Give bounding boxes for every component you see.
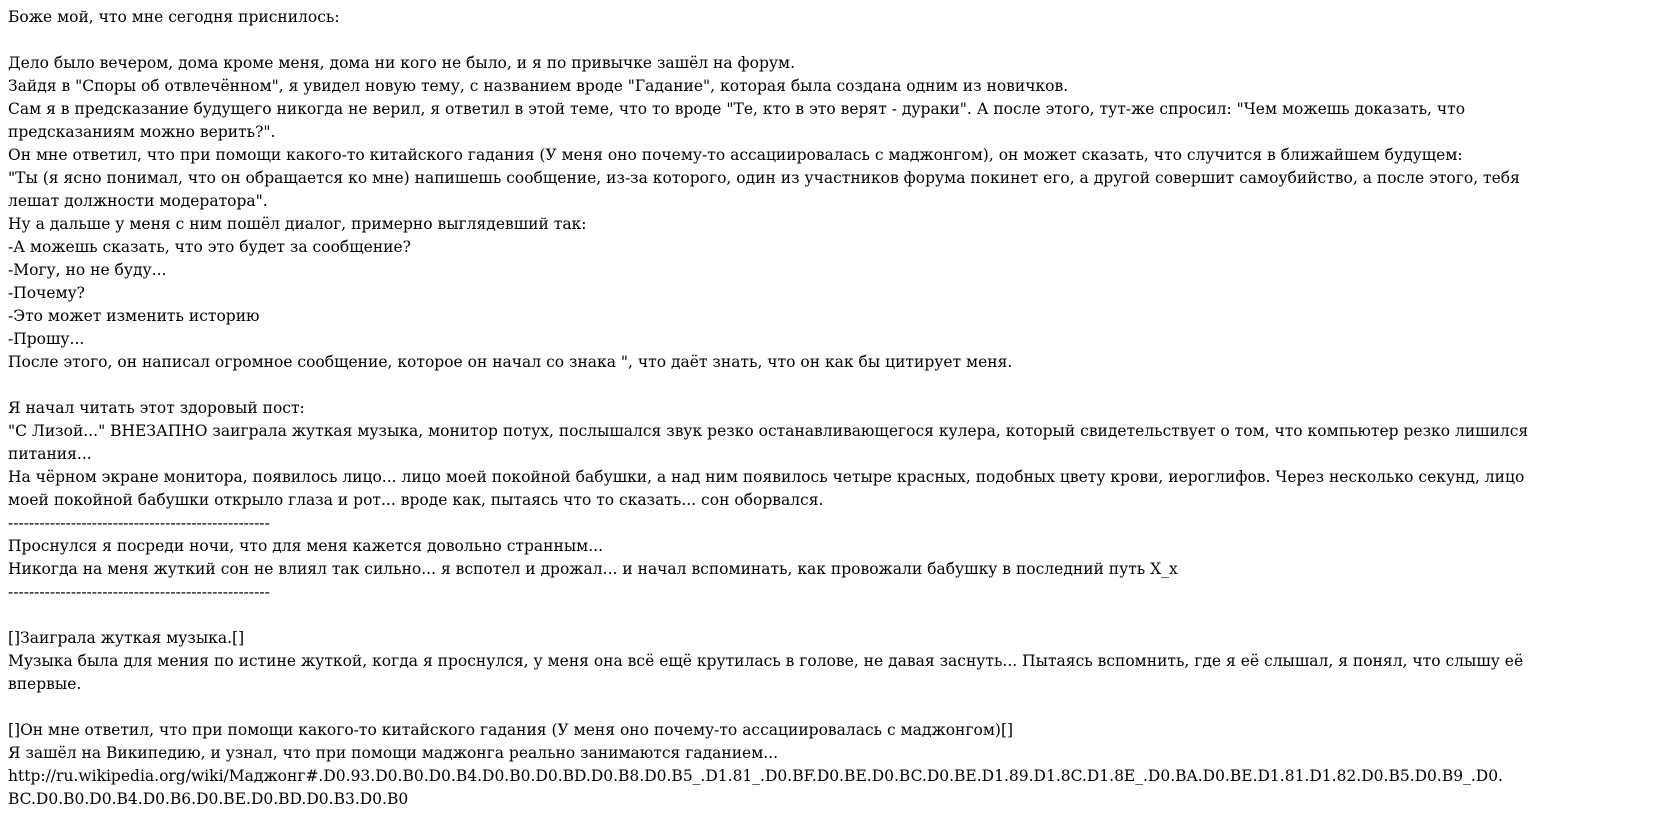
text-line: -Прошу... [8, 330, 85, 348]
text-line: Я зашёл на Википедию, и узнал, что при помощи маджонга реально занимаются гаданием... [8, 744, 779, 762]
text-line: Ну а дальше у меня с ним пошёл диалог, примерно выглядевший так: [8, 215, 587, 233]
text-line: Никогда на меня жуткий сон не влиял так сильно... я вспотел и дрожал... и начал вспоминать, как провожали бабушку в последний путь X_x [8, 560, 1178, 578]
text-line: лешат должности модератора". [8, 192, 268, 210]
text-line: -А можешь сказать, что это будет за сообщение? [8, 238, 411, 256]
text-line: Сам я в предсказание будущего никогда не верил, я ответил в этой теме, что то вроде "Те, кто в это верят - дураки". А после этого, тут-же спросил: "Чем можешь доказать, что [8, 100, 1466, 118]
text-line: "Ты (я ясно понимал, что он обращается ко мне) напишешь сообщение, из-за которого, один из участников форума покинет его, а другой совершит самоубийство, а после этого, тебя [8, 169, 1520, 187]
text-line: Дело было вечером, дома кроме меня, дома ни кого не было, и я по привычке зашёл на форум. [8, 54, 796, 72]
text-line: питания... [8, 445, 92, 463]
text-line: "С Лизой..." ВНЕЗАПНО заиграла жуткая музыка, монитор потух, послышался звук резко останавливающегося кулера, который свидетельствует о том, что компьютер резко лишился [8, 422, 1529, 440]
separator-line: -------------------------------------------------- [8, 583, 270, 601]
text-line: Он мне ответил, что при помощи какого-то китайского гадания (У меня оно почему-то ассациировалась с маджонгом), он может сказать, что случится в ближайшем будущем: [8, 146, 1463, 164]
text-line: На чёрном экране монитора, появилось лицо... лицо моей покойной бабушки, а над ним появилось четыре красных, подобных цвету крови, иероглифов. Через несколько секунд, лицо [8, 468, 1525, 486]
url-text-line: BC.D0.B0.D0.B4.D0.B6.D0.BE.D0.BD.D0.B3.D0.B0 [8, 790, 409, 808]
url-text-line: http://ru.wikipedia.org/wiki/Маджонг#.D0.93.D0.B0.D0.B4.D0.B0.D0.BD.D0.B8.D0.B5_.D1.81_.D0.BF.D0.BE.D0.BC.D0.BE.D1.89.D1.8C.D1.8E_.D0.BA.D0.BE.D1.81.D1.82.D0.B5.D0.B9_.D0. [8, 767, 1503, 785]
text-line: -Это может изменить историю [8, 307, 260, 325]
text-line: Проснулся я посреди ночи, что для меня кажется довольно странным... [8, 537, 604, 555]
text-line: предсказаниям можно верить?". [8, 123, 276, 141]
separator-line: -------------------------------------------------- [8, 514, 270, 532]
text-line: []Заиграла жуткая музыка.[] [8, 629, 245, 647]
text-line: Музыка была для мения по истине жуткой, когда я проснулся, у меня она всё ещё крутилась в голове, не давая заснуть... Пытаясь вспомнить, где я её слышал, я понял, что слышу её [8, 652, 1524, 670]
text-line: Боже мой, что мне сегодня приснилось: [8, 8, 340, 26]
blank-line [8, 696, 1653, 719]
text-line: впервые. [8, 675, 82, 693]
blank-line [8, 29, 1653, 52]
text-line: моей покойной бабушки открыло глаза и рот... вроде как, пытаясь что то сказать... сон оборвался. [8, 491, 824, 509]
blank-line [8, 604, 1653, 627]
blank-line [8, 374, 1653, 397]
text-line: После этого, он написал огромное сообщение, которое он начал со знака ", что даёт знать, что он как бы цитирует меня. [8, 353, 1013, 371]
text-line: -Могу, но не буду... [8, 261, 167, 279]
text-line: []Он мне ответил, что при помощи какого-то китайского гадания (У меня оно почему-то ассациировалась с маджонгом)[] [8, 721, 1014, 739]
text-line: Я начал читать этот здоровый пост: [8, 399, 305, 417]
text-line: Зайдя в "Споры об отвлечённом", я увидел новую тему, с названием вроде "Гадание", которая была создана одним из новичков. [8, 77, 1069, 95]
text-line: -Почему? [8, 284, 85, 302]
